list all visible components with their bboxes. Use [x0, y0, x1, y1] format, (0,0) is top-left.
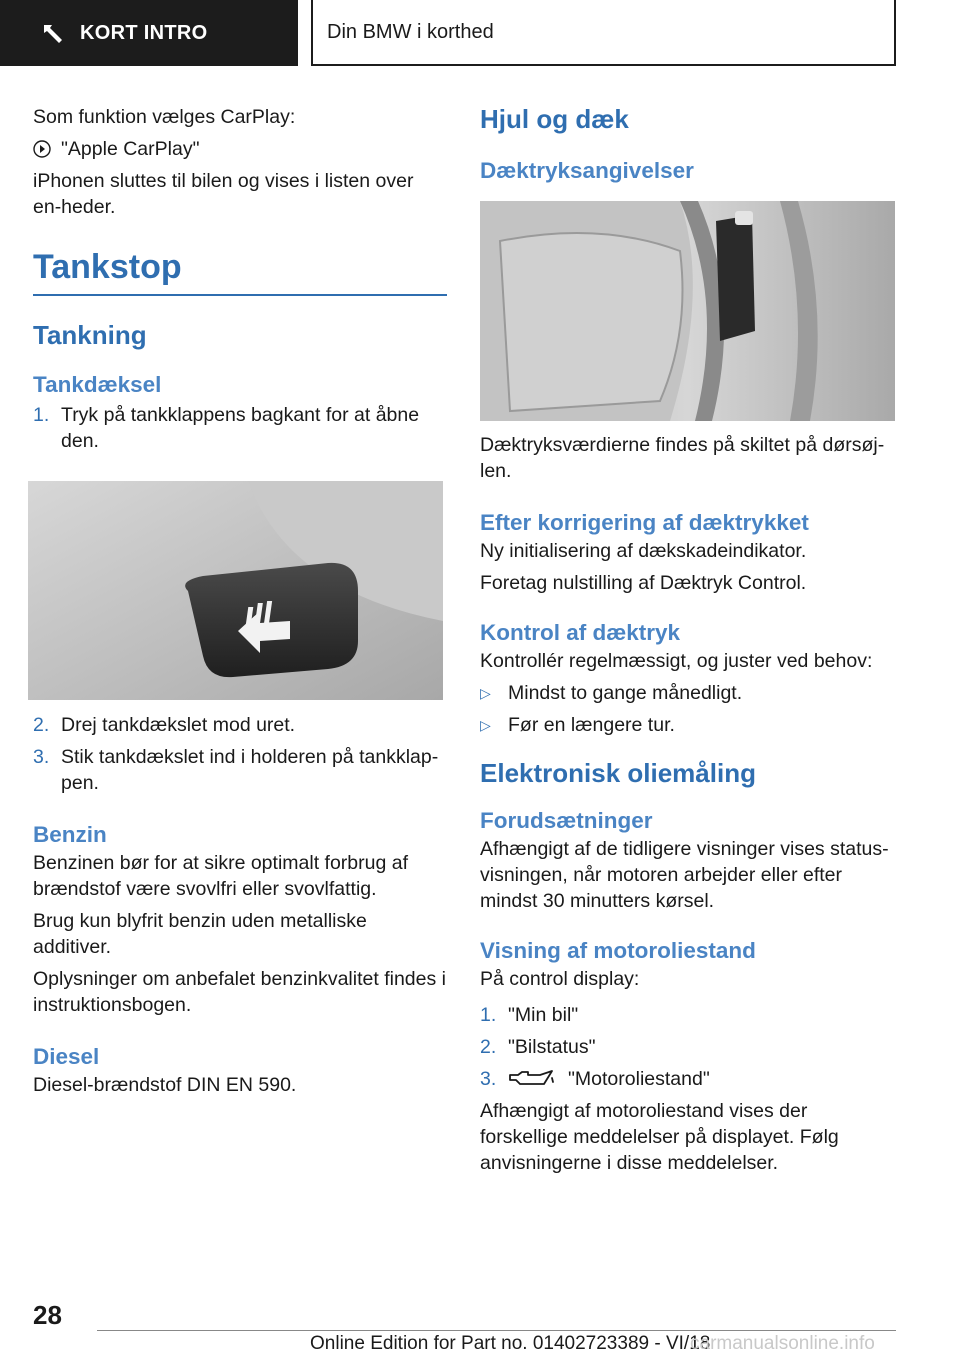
- footer-rule: [97, 1330, 896, 1331]
- step-number: 2.: [480, 1036, 497, 1058]
- visning-note: Afhængigt af motoroliestand vises der forskellige meddelelser på displayet. Følg anvisningerne i disse meddelelser.: [480, 1100, 839, 1174]
- left-column-lower: [33, 712, 447, 1098]
- chapter-tab: [311, 0, 896, 66]
- page-number: 28: [33, 1300, 62, 1330]
- step-text: Tryk på tankklappens bagkant for at åbne den.: [61, 404, 420, 452]
- benzin-heading: Benzin: [33, 822, 107, 847]
- tankdaeksel-heading: Tankdæksel: [33, 372, 162, 397]
- bullet-text: Mindst to gange månedligt.: [508, 682, 743, 704]
- tankstop-heading: Tankstop: [33, 248, 182, 286]
- step-text: "Motoroliestand": [568, 1068, 710, 1090]
- left-column: [33, 100, 447, 454]
- list-item: [480, 680, 896, 706]
- step-number: 3.: [480, 1068, 497, 1090]
- kontrol-heading: Kontrol af dæktryk: [480, 620, 681, 645]
- benzin-text-3: Oplysninger om anbefalet benzinkvalitet findes i instruktionsbogen.: [33, 968, 446, 1016]
- right-column-lower: [480, 432, 896, 1176]
- hjul-heading: Hjul og dæk: [480, 104, 629, 134]
- diesel-text: Diesel-brændstof DIN EN 590.: [33, 1074, 297, 1096]
- chapter-title: Din BMW i korthed: [327, 20, 494, 43]
- watermark: carmanualsonline.info: [690, 1333, 875, 1354]
- step-text: Drej tankdækslet mod uret.: [61, 714, 296, 736]
- kontrol-text: Kontrollér regelmæssigt, og juster ved behov:: [480, 650, 873, 672]
- tankning-heading: Tankning: [33, 320, 147, 350]
- step-text: Stik tankdækslet ind i holderen på tankklap-pen.: [61, 746, 439, 794]
- carplay-play-icon: [33, 140, 51, 158]
- benzin-text-1: Benzinen bør for at sikre optimalt forbrug af brændstof være svovlfri eller svovlfattig.: [33, 852, 409, 900]
- list-item: [33, 402, 447, 454]
- step-text: "Bilstatus": [508, 1036, 596, 1058]
- forud-text: Afhængigt af de tidligere visninger vises status-visningen, når motoren arbejder eller efter mindst 30 minutters kørsel.: [480, 838, 889, 912]
- diesel-heading: Diesel: [33, 1044, 100, 1069]
- daektryk-text: Dæktryksværdierne findes på skiltet på dørsøj-len.: [480, 434, 885, 482]
- carplay-item: "Apple CarPlay": [61, 138, 200, 160]
- forud-heading: Forudsætninger: [480, 808, 653, 833]
- right-column: [480, 102, 896, 186]
- step-number: 1.: [33, 404, 50, 426]
- fuel-flap-illustration: [28, 481, 443, 700]
- list-item: [480, 712, 896, 738]
- step-text: "Min bil": [508, 1004, 579, 1026]
- list-item: [480, 1066, 896, 1092]
- step-number: 3.: [33, 746, 50, 768]
- efter-text-1: Ny initialisering af dækskadeindikator.: [480, 540, 807, 562]
- section-label: KORT INTRO: [80, 21, 208, 44]
- benzin-text-2: Brug kun blyfrit benzin uden metalliske additiver.: [33, 910, 367, 958]
- bullet-mark: ▷: [480, 685, 491, 701]
- visning-text: På control display:: [480, 968, 640, 990]
- section-tab: [0, 0, 298, 66]
- visning-heading: Visning af motoroliestand: [480, 938, 756, 963]
- list-item: [33, 712, 447, 738]
- list-item: [480, 1002, 896, 1028]
- bullet-mark: ▷: [480, 717, 491, 733]
- carplay-result: iPhonen sluttes til bilen og vises i listen over en-heder.: [33, 170, 414, 218]
- page-header: [0, 0, 960, 66]
- door-pillar-photo: [480, 201, 895, 421]
- daektryk-heading: Dæktryksangivelser: [480, 158, 694, 183]
- efter-heading: Efter korrigering af dæktrykket: [480, 510, 809, 535]
- edition-text: Online Edition for Part no. 01402723389 - VI/18: [310, 1333, 711, 1354]
- list-item: [480, 1034, 896, 1060]
- car-key-icon: [40, 20, 66, 46]
- step-number: 2.: [33, 714, 50, 736]
- step-number: 1.: [480, 1004, 497, 1026]
- oil-can-icon: [508, 1068, 556, 1090]
- carplay-intro: Som funktion vælges CarPlay:: [33, 106, 296, 128]
- bullet-text: Før en længere tur.: [508, 714, 675, 736]
- fuel-flap-photo: [28, 481, 443, 700]
- tankstop-rule: [33, 294, 447, 296]
- olie-heading: Elektronisk oliemåling: [480, 758, 756, 788]
- door-pillar-illustration: [480, 201, 895, 421]
- carplay-menu-item: [33, 136, 447, 162]
- list-item: [33, 744, 447, 796]
- efter-text-2: Foretag nulstilling af Dæktryk Control.: [480, 572, 807, 594]
